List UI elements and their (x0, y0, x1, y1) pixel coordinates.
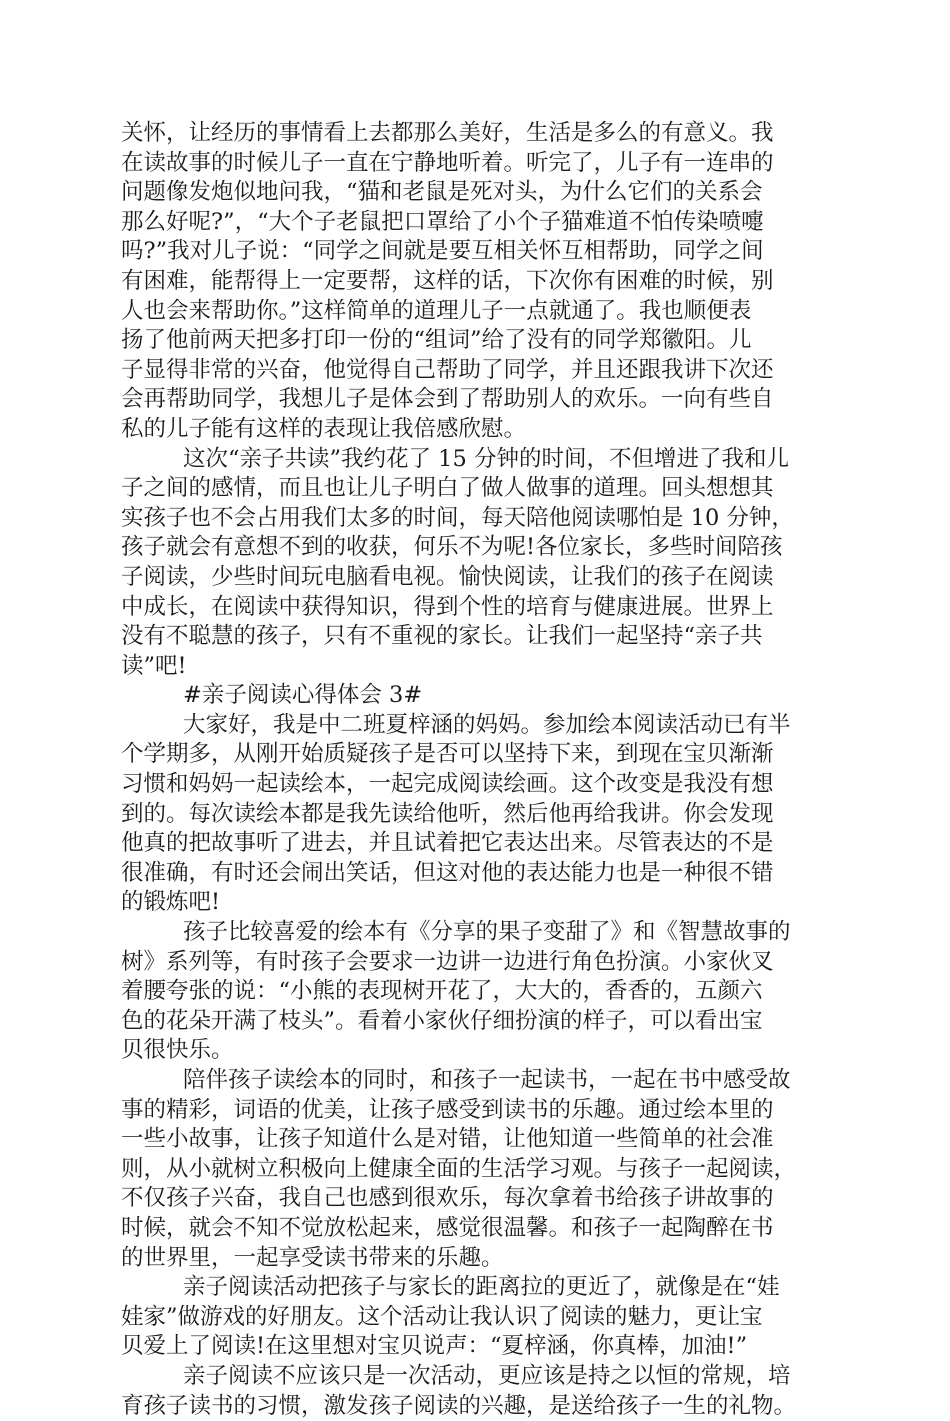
text-line: 中成长，在阅读中获得知识，得到个性的培育与健康进展。世界上 (121, 593, 774, 620)
text-line: 关怀，让经历的事情看上去都那么美好，生活是多么的有意义。我 (121, 120, 774, 146)
text-line: 扬了他前两天把多打印一份的“组词”给了没有的同学郑徽阳。儿 (121, 327, 752, 354)
text-line: 子显得非常的兴奋，他觉得自己帮助了同学，并且还跟我讲下次还 (121, 356, 774, 383)
text-line: 习惯和妈妈一起读绘本，一起完成阅读绘画。这个改变是我没有想 (121, 771, 774, 798)
text-line: 色的花朵开满了枝头”。看着小家伙仔细扮演的样子，可以看出宝 (121, 1007, 763, 1034)
text-line: 那么好呢?”，“大个子老鼠把口罩给了小个子猫难道不怕传染喷嚏 (121, 208, 764, 235)
text-line: 的世界里，一起享受读书带来的乐趣。 (121, 1244, 504, 1271)
text-line: 私的儿子能有这样的表现让我倍感欣慰。 (121, 415, 527, 442)
text-line: 树》系列等，有时孩子会要求一边讲一边进行角色扮演。小家伙叉 (121, 948, 774, 975)
text-line: 人也会来帮助你。”这样简单的道理儿子一点就通了。我也顺便表 (121, 297, 752, 324)
text-line: 育孩子读书的习惯，激发孩子阅读的兴趣，是送给孩子一生的礼物。 (121, 1392, 797, 1419)
text-line: 在读故事的时候儿子一直在宁静地听着。听完了，儿子有一连串的 (121, 149, 774, 176)
text-line: 孩子就会有意想不到的收获，何乐不为呢!各位家长，多些时间陪孩 (121, 534, 783, 561)
text-line: 时候，就会不知不觉放松起来，感觉很温馨。和孩子一起陶醉在书 (121, 1214, 774, 1241)
text-line: 实孩子也不会占用我们太多的时间，每天陪他阅读哪怕是 10 分钟， (121, 504, 794, 531)
text-line: 读”吧! (121, 652, 187, 679)
text-line: 很准确，有时还会闹出笑话，但这对他的表达能力也是一种很不错 (121, 859, 774, 886)
text-line: 娃家”做游戏的好朋友。这个活动让我认识了阅读的魅力，更让宝 (121, 1303, 763, 1330)
text-line: 没有不聪慧的孩子，只有不重视的家长。让我们一起坚持“亲子共 (121, 623, 763, 650)
text-line: 陪伴孩子读绘本的同时，和孩子一起读书，一起在书中感受故 (183, 1067, 791, 1093)
text-line: #亲子阅读心得体会 3# (183, 682, 423, 709)
text-line: 孩子比较喜爱的绘本有《分享的果子变甜了》和《智慧故事的 (183, 919, 791, 946)
text-line: 不仅孩子兴奋，我自己也感到很欢乐，每次拿着书给孩子讲故事的 (121, 1185, 774, 1212)
text-line: 事的精彩，词语的优美，让孩子感受到读书的乐趣。通过绘本里的 (121, 1096, 774, 1123)
text-line: 有困难，能帮得上一定要帮，这样的话，下次你有困难的时候，别 (121, 267, 774, 294)
text-line: 子阅读，少些时间玩电脑看电视。愉快阅读，让我们的孩子在阅读 (121, 563, 774, 590)
document-body (121, 119, 841, 1421)
text-line: 亲子阅读不应该只是一次活动，更应该是持之以恒的常规，培 (183, 1362, 791, 1389)
text-line: 着腰夸张的说：“小熊的表现树开花了，大大的，香香的，五颜六 (121, 978, 763, 1005)
text-line: 到的。每次读绘本都是我先读给他听，然后他再给我讲。你会发现 (121, 800, 774, 827)
text-line: 这次“亲子共读”我约花了 15 分钟的时间，不但增进了我和儿 (183, 445, 789, 472)
text-line: 一些小故事，让孩子知道什么是对错，让他知道一些简单的社会准 (121, 1126, 774, 1153)
text-line: 问题像发炮似地问我，“猫和老鼠是死对头，为什么它们的关系会 (121, 179, 763, 206)
text-line: 贝爱上了阅读!在这里想对宝贝说声：“夏梓涵，你真棒，加油!” (121, 1333, 748, 1360)
text-line: 贝很快乐。 (121, 1037, 234, 1064)
text-line: 的锻炼吧! (121, 889, 221, 916)
text-line: 吗?”我对儿子说：“同学之间就是要互相关怀互相帮助，同学之间 (121, 238, 764, 265)
text-line: 会再帮助同学，我想儿子是体会到了帮助别人的欢乐。一向有些自 (121, 386, 774, 413)
text-line: 则，从小就树立积极向上健康全面的生活学习观。与孩子一起阅读， (121, 1155, 797, 1182)
text-line: 个学期多，从刚开始质疑孩子是否可以坚持下来，到现在宝贝渐渐 (121, 741, 774, 768)
text-line: 他真的把故事听了进去，并且试着把它表达出来。尽管表达的不是 (121, 830, 774, 857)
text-line: 子之间的感情，而且也让儿子明白了做人做事的道理。回头想想其 (121, 475, 774, 502)
text-line: 亲子阅读活动把孩子与家长的距离拉的更近了，就像是在“娃 (183, 1274, 780, 1301)
text-line: 大家好，我是中二班夏梓涵的妈妈。参加绘本阅读活动已有半 (183, 711, 791, 738)
